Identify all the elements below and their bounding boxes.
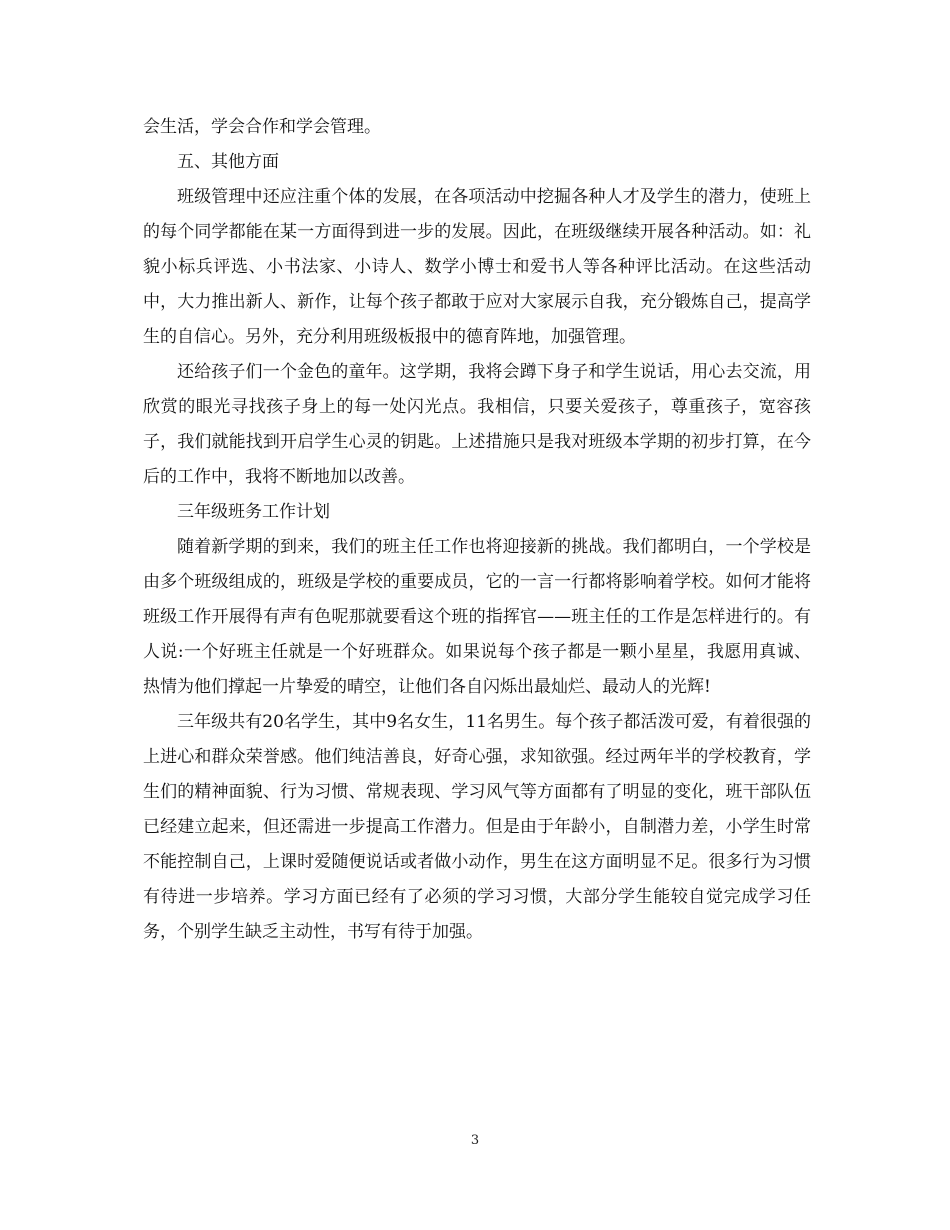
paragraph: 三年级共有20名学生，其中9名女生，11名男生。每个孩子都活泼可爱，有着很强的上进心和群众荣誉感。他们纯洁善良，好奇心强，求知欲强。经过两年半的学校教育，学生们的精神面貌、行为习惯、常规表现、学习风气等方面都有了明显的变化，班干部队伍已经建立起来，但还需进一步提高工作潜力。但是由于年龄小，自制潜力差，小学生时常不能控制自己，上课时爱随便说话或者做小动作，男生在这方面明显不足。很多行为习惯有待进一步培养。学习方面已经有了必须的学习习惯，大部分学生能较自觉完成学习任务，个别学生缺乏主动性，书写有待于加强。 (143, 712, 811, 942)
document-body (143, 110, 811, 950)
section-heading-other-aspects: 五、其他方面 (177, 152, 279, 172)
paragraph: 还给孩子们一个金色的童年。这学期，我将会蹲下身子和学生说话，用心去交流，用欣赏的眼光寻找孩子身上的每一处闪光点。我相信，只要关爱孩子，尊重孩子，宽容孩子，我们就能找到开启学生心灵的钥匙。上述措施只是我对班级本学期的初步打算，在今后的工作中，我将不断地加以改善。 (143, 362, 811, 487)
paragraph: 随着新学期的到来，我们的班主任工作也将迎接新的挑战。我们都明白，一个学校是由多个班级组成的，班级是学校的重要成员，它的一言一行都将影响着学校。如何才能将班级工作开展得有声有色呢那就要看这个班的指挥官——班主任的工作是怎样进行的。有人说:一个好班主任就是一个好班群众。如果说每个孩子都是一颗小星星，我愿用真诚、热情为他们撑起一片挚爱的晴空，让他们各自闪烁出最灿烂、最动人的光辉! (143, 537, 811, 697)
page-number: 3 (470, 1133, 480, 1148)
paragraph-continuation: 会生活，学会合作和学会管理。 (143, 117, 381, 137)
section-heading-class-plan: 三年级班务工作计划 (177, 502, 330, 522)
paragraph: 班级管理中还应注重个体的发展，在各项活动中挖掘各种人才及学生的潜力，使班上的每个同学都能在某一方面得到进一步的发展。因此，在班级继续开展各种活动。如：礼貌小标兵评选、小书法家、小诗人、数学小博士和爱书人等各种评比活动。在这些活动中，大力推出新人、新作，让每个孩子都敢于应对大家展示自我，充分锻炼自己，提高学生的自信心。另外，充分利用班级板报中的德育阵地，加强管理。 (143, 187, 811, 347)
